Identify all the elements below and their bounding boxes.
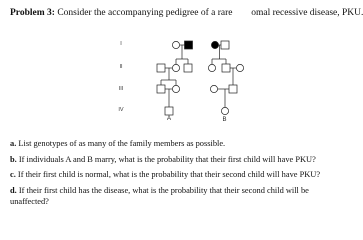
- gen1-female-2-affected: [211, 41, 218, 48]
- gen3-male-1: [157, 85, 165, 93]
- question-b-text: If individuals A and B marry, what is the probability that their first child will have PKU?: [18, 154, 316, 164]
- gen-label-i: I: [120, 41, 122, 47]
- gen2-female-3: [236, 64, 243, 71]
- problem-label: Problem 3:: [10, 8, 55, 18]
- question-b-label: b.: [10, 154, 17, 164]
- question-c-text: If their first child is normal, what is the probability that their second child will have PKU?: [17, 170, 321, 180]
- question-b: [10, 155, 344, 166]
- gen2-female-2: [208, 64, 215, 71]
- gen2-male-1: [157, 64, 165, 72]
- gen-label-iii: III: [118, 86, 124, 92]
- gen4-female-b: [221, 107, 228, 114]
- question-d-text: If their first child has the disease, what is the probability that their second child will be unaffected?: [10, 186, 309, 206]
- gen2-male-2: [184, 64, 192, 72]
- individual-label-a: A: [167, 116, 172, 122]
- gen3-female-1: [172, 85, 179, 92]
- gen3-female-2: [210, 85, 217, 92]
- question-a: [10, 139, 344, 150]
- gen2-female-1: [172, 64, 179, 71]
- question-c-label: c.: [10, 170, 16, 180]
- gen1-male-2: [221, 41, 229, 49]
- question-d-label: d.: [10, 186, 17, 196]
- gen1-male-1-affected: [185, 41, 193, 49]
- gen3-male-2: [229, 85, 237, 93]
- question-d: [10, 186, 344, 207]
- problem-text-part2: omal recessive disease, PKU.: [251, 8, 363, 18]
- questions-list: [10, 139, 344, 212]
- question-a-text: List genotypes of as many of the family members as possible.: [18, 139, 226, 148]
- gen1-female-1: [172, 41, 179, 48]
- individual-label-b: B: [222, 117, 227, 123]
- problem-text-part1: Consider the accompanying pedigree of a rare: [57, 8, 233, 18]
- gen4-male-a: [165, 107, 173, 115]
- gen-label-iv: IV: [118, 107, 124, 113]
- question-a-label: a.: [10, 139, 17, 148]
- gen-label-ii: II: [119, 64, 123, 70]
- gen2-male-3: [222, 64, 230, 72]
- question-c: [10, 170, 344, 181]
